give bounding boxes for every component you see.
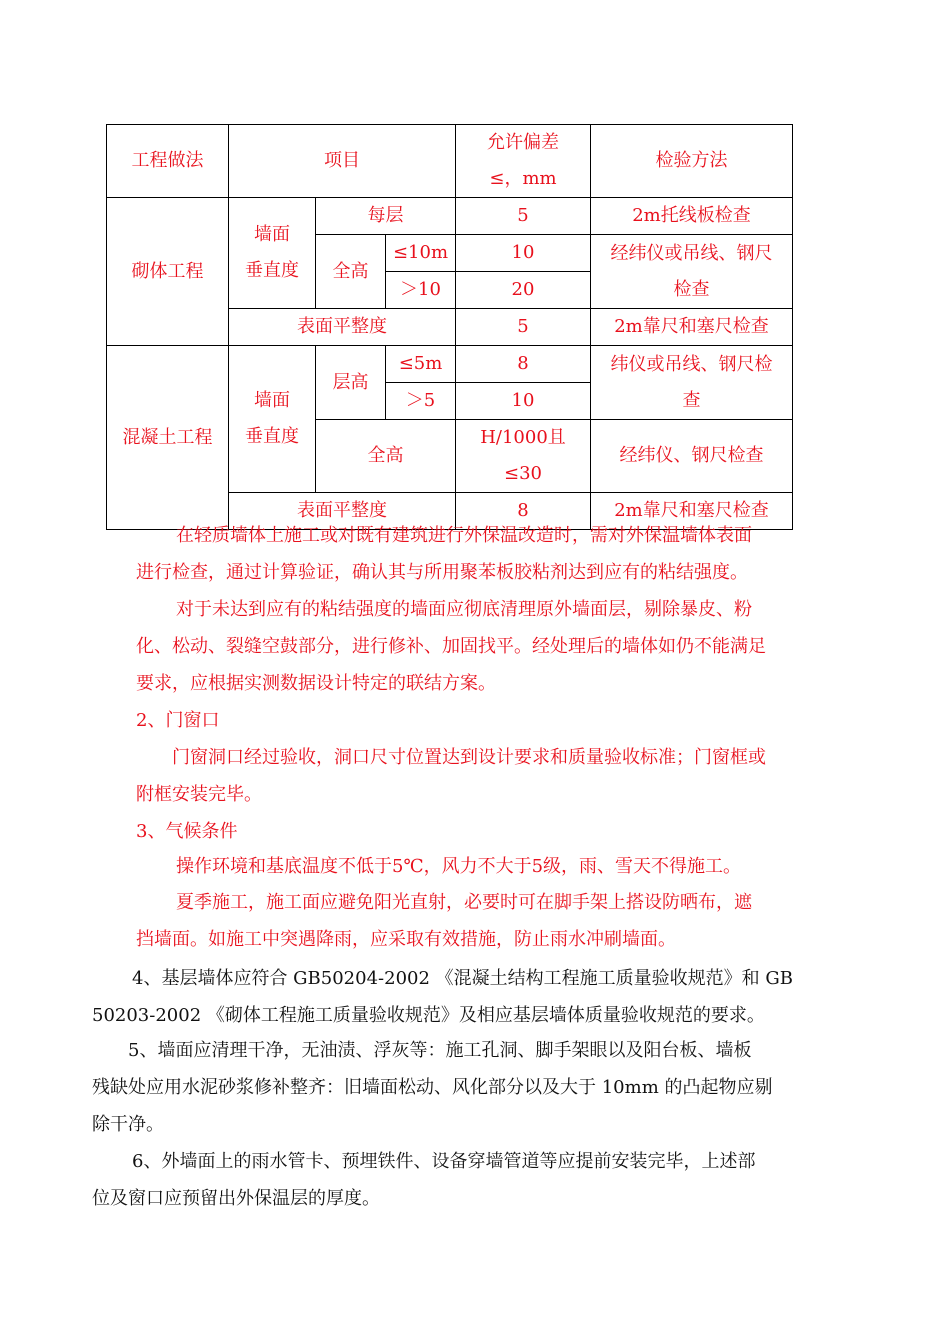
masonry-full-method-line1: 经纬仪或吊线、钢尺	[610, 242, 773, 264]
p5-line1: 夏季施工，施工面应避免阳光直射，必要时可在脚手架上搭设防晒布，遮	[176, 892, 752, 913]
paragraph-temperature: 操作环境和基底温度不低于5℃，风力不大于5级，雨、雪天不得施工。	[176, 856, 742, 877]
masonry-wall-line2: 垂直度	[245, 260, 299, 281]
masonry-wall-line1: 墙面	[254, 224, 290, 245]
masonry-flatness-label: 表面平整度	[229, 309, 456, 346]
concrete-full-value-line2: ≤30	[504, 463, 542, 484]
concrete-floor-method-line1: 纬仪或吊线、钢尺检	[610, 353, 773, 375]
heading-doors-windows: 2、门窗口	[136, 710, 220, 731]
table-header-row	[107, 125, 793, 198]
concrete-wall-line2: 垂直度	[245, 426, 299, 447]
concrete-floor-method	[591, 346, 793, 420]
p1-line2: 进行检查，通过计算验证，确认其与所用聚苯板胶粘剂达到应有的粘结强度。	[136, 562, 748, 583]
concrete-gt5-value: 10	[456, 383, 591, 420]
concrete-le5-value: 8	[456, 346, 591, 383]
concrete-group: 混凝土工程	[107, 346, 229, 530]
masonry-gt10-value: 20	[456, 272, 591, 309]
header-tolerance-line1: 允许偏差	[487, 132, 559, 153]
p7-line1: 5、墙面应清理干净，无油渍、浮灰等：施工孔洞、脚手架眼以及阳台板、墙板	[128, 1040, 752, 1061]
header-tolerance-line2: ≤，mm	[489, 168, 557, 189]
p8-line1: 6、外墙面上的雨水管卡、预埋铁件、设备穿墙管道等应提前安装完毕，上述部	[132, 1151, 756, 1172]
concrete-flatness-value: 8	[456, 493, 591, 530]
masonry-flatness-method: 2m靠尺和塞尺检查	[591, 309, 793, 346]
masonry-per-floor-method: 2m托线板检查	[591, 198, 793, 235]
concrete-full-value	[456, 420, 591, 493]
paragraph-wall-cleaning	[92, 1032, 808, 1143]
masonry-full-height: 全高	[316, 235, 386, 309]
p2-line2: 化、松动、裂缝空鼓部分，进行修补、加固找平。经处理后的墙体如仍不能满足	[136, 636, 766, 657]
masonry-gt10: ＞10	[386, 272, 456, 309]
header-method: 工程做法	[107, 125, 229, 198]
p3-line1: 门窗洞口经过验收，洞口尺寸位置达到设计要求和质量验收标准；门窗框或	[172, 747, 766, 768]
concrete-full-value-line1: H/1000且	[480, 427, 566, 448]
concrete-wall-line1: 墙面	[254, 390, 290, 411]
p7-line2: 残缺处应用水泥砂浆修补整齐：旧墙面松动、风化部分以及大于 10mm 的凸起物应剔	[92, 1077, 773, 1098]
p6-line2: 50203-2002 《砌体工程施工质量验收规范》及相应基层墙体质量验收规范的要求。	[92, 1005, 765, 1026]
masonry-per-floor: 每层	[316, 198, 456, 235]
table-row	[107, 198, 793, 235]
paragraph-insufficient-bond	[136, 591, 808, 702]
table-row	[107, 346, 793, 383]
masonry-full-method	[591, 235, 793, 309]
paragraph-doors-windows	[136, 739, 808, 813]
masonry-group: 砌体工程	[107, 198, 229, 346]
masonry-flatness-value: 5	[456, 309, 591, 346]
masonry-wall-verticality	[229, 198, 316, 309]
p8-line2: 位及窗口应预留出外保温层的厚度。	[92, 1188, 380, 1209]
p2-line1: 对于未达到应有的粘结强度的墙面应彻底清理原外墙面层，剔除暴皮、粉	[176, 599, 752, 620]
p5-line2: 挡墙面。如施工中突遇降雨，应采取有效措施，防止雨水冲刷墙面。	[136, 929, 676, 950]
masonry-full-method-line2: 检查	[673, 278, 710, 300]
p6-line1: 4、基层墙体应符合 GB50204-2002 《混凝土结构工程施工质量验收规范》和 GB	[132, 968, 793, 989]
masonry-le10: ≤10m	[386, 235, 456, 272]
paragraph-summer	[136, 884, 808, 958]
concrete-flatness-label: 表面平整度	[229, 493, 456, 530]
p3-line2: 附框安装完毕。	[136, 784, 262, 805]
heading-climate: 3、气候条件	[136, 821, 238, 842]
concrete-le5: ≤5m	[386, 346, 456, 383]
concrete-floor-height: 层高	[316, 346, 386, 420]
concrete-full-height: 全高	[316, 420, 456, 493]
tolerance-table-main	[106, 124, 793, 530]
p2-line3: 要求，应根据实测数据设计特定的联结方案。	[136, 673, 496, 694]
masonry-per-floor-value: 5	[456, 198, 591, 235]
masonry-le10-value: 10	[456, 235, 591, 272]
header-item: 项目	[229, 125, 456, 198]
concrete-flatness-method: 2m靠尺和塞尺检查	[591, 493, 793, 530]
paragraph-embedded-parts	[92, 1143, 808, 1217]
header-tolerance	[456, 125, 591, 198]
concrete-gt5: ＞5	[386, 383, 456, 420]
p1-line1: 在轻质墙体上施工或对既有建筑进行外保温改造时，需对外保温墙体表面	[176, 525, 752, 546]
paragraph-lightweight-wall	[136, 517, 808, 591]
concrete-wall-verticality	[229, 346, 316, 493]
concrete-full-method: 经纬仪、钢尺检查	[591, 420, 793, 493]
header-inspection: 检验方法	[591, 125, 793, 198]
p7-line3: 除干净。	[92, 1114, 164, 1135]
paragraph-base-wall	[92, 960, 808, 1034]
concrete-floor-method-line2: 查	[682, 389, 701, 411]
